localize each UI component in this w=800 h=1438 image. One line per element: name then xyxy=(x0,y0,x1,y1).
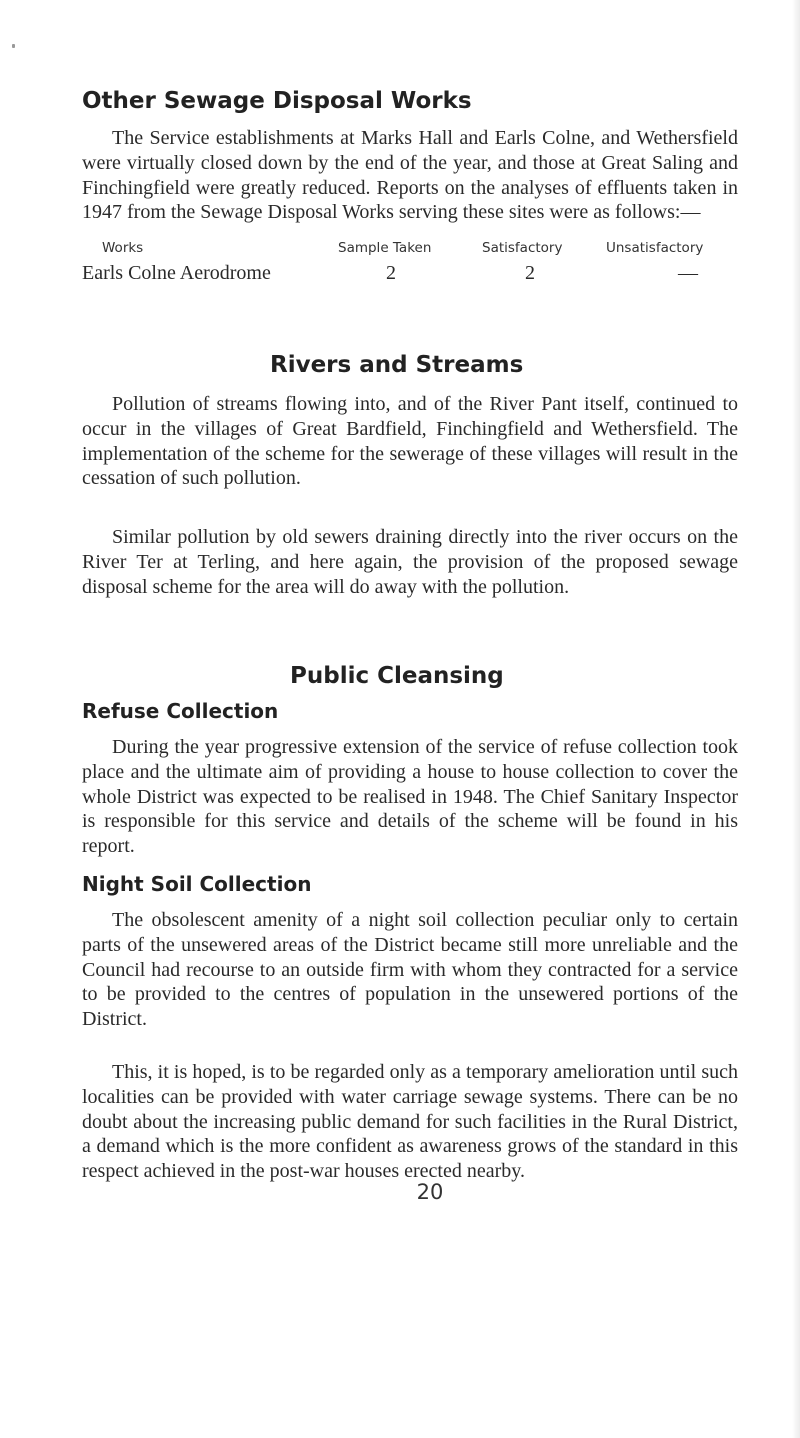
nightsoil-heading: Night Soil Collection xyxy=(82,872,312,896)
sewage-heading: Other Sewage Disposal Works xyxy=(82,88,472,114)
table-header-satisfactory: Satisfactory xyxy=(482,240,563,256)
effluent-table xyxy=(82,240,738,288)
table-cell-satisfactory: 2 xyxy=(525,262,535,284)
rivers-paragraph-2: Similar pollution by old sewers draining directly into the river occurs on the River Ter at Terling, and here again, the provision of the proposed sewage disposal scheme for the area will do away with the pollution. xyxy=(82,526,738,598)
page-edge-shadow xyxy=(792,0,800,1438)
rivers-heading: Rivers and Streams xyxy=(270,352,524,378)
page-number: 20 xyxy=(416,1180,444,1204)
cleansing-heading: Public Cleansing xyxy=(290,663,504,689)
table-row xyxy=(82,262,738,288)
table-cell-sample: 2 xyxy=(386,262,396,284)
refuse-paragraph: During the year progressive extension of the service of refuse collection took place and the ultimate aim of providing a house to house collection to cover the whole District was expected to be realised in 1948. The Chief Sanitary Inspector is responsible for this service and details of the scheme will be found in his report. xyxy=(82,736,738,858)
table-header-row xyxy=(82,240,738,262)
table-header-works: Works xyxy=(102,240,144,256)
table-header-unsatisfactory: Unsatisfactory xyxy=(606,240,704,256)
nightsoil-paragraph-1: The obsolescent amenity of a night soil collection peculiar only to certain parts of the unsewered areas of the District became still more unreliable and the Council had recourse to an outside firm with whom they contracted for a service to be provided to the centres of population in the unsewered portions of the District. xyxy=(82,909,738,1031)
refuse-heading: Refuse Collection xyxy=(82,699,279,723)
rivers-paragraph-1: Pollution of streams flowing into, and of the River Pant itself, continued to occur in the villages of Great Bardfield, Finchingfield and Wethersfield. The implementation of the scheme for the sewerage of these villages will result in the cessation of such pollution. xyxy=(82,393,738,490)
nightsoil-paragraph-2: This, it is hoped, is to be regarded only as a temporary amelioration until such localities can be provided with water carriage sewage systems. There can be no doubt about the increasing public demand for such facilities in the Rural District, a demand which is the more confident as awareness grows of the standard in this respect achieved in the post-war houses erected nearby. xyxy=(82,1061,738,1183)
scan-mark xyxy=(12,44,15,48)
table-cell-unsatisfactory: — xyxy=(678,262,698,284)
table-cell-works: Earls Colne Aerodrome xyxy=(82,262,271,284)
table-header-sample: Sample Taken xyxy=(338,240,432,256)
sewage-paragraph: The Service establishments at Marks Hall and Earls Colne, and Wethersfield were virtually closed down by the end of the year, and those at Great Saling and Finchingfield were greatly reduced. Reports on the analyses of effluents taken in 1947 from the Sewage Disposal Works serving these sites were as follows:— xyxy=(82,127,738,224)
